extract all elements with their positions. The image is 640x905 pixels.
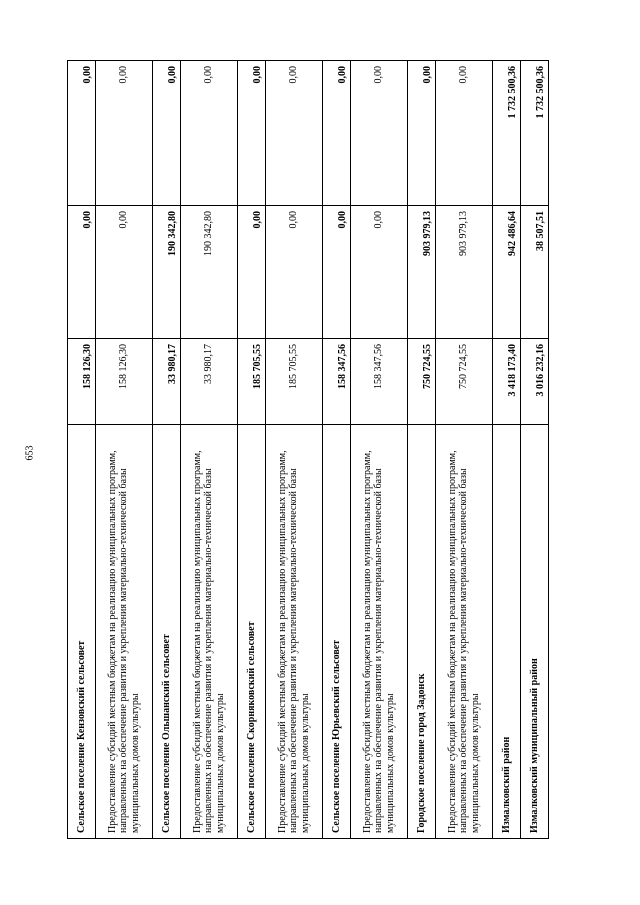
table-row-detail (436, 61, 493, 839)
amount-cell-2: 903 979,13 (408, 206, 436, 339)
table-row-section (238, 61, 266, 839)
row-name-cell: Сельское поселение Ольшанский сельсовет (153, 425, 181, 839)
row-name-cell: Предоставление субсидий местным бюджетам на реализацию муниципальных программ, направленных на обеспечение развития и укрепления материально-технической базы муниципальных домов культуры (266, 425, 323, 839)
amount-cell-3: 0,00 (408, 61, 436, 206)
amount-cell-1: 3 016 232,16 (521, 339, 549, 425)
amount-cell-1: 158 126,30 (96, 339, 153, 425)
amount-cell-3: 0,00 (238, 61, 266, 206)
row-name-cell: Сельское поселение Юрьевский сельсовет (323, 425, 351, 839)
amount-cell-3: 0,00 (96, 61, 153, 206)
table-row-section (68, 61, 96, 839)
amount-cell-3: 0,00 (153, 61, 181, 206)
table-row-section (323, 61, 351, 839)
amount-cell-2: 0,00 (238, 206, 266, 339)
row-name-cell: Сельское поселение Кензовский сельсовет (68, 425, 96, 839)
amount-cell-3: 0,00 (436, 61, 493, 206)
amount-cell-3: 0,00 (323, 61, 351, 206)
row-name-cell: Сельское поселение Скорняковский сельсовет (238, 425, 266, 839)
table-row-section (153, 61, 181, 839)
amount-cell-3: 0,00 (351, 61, 408, 206)
row-name-cell: Предоставление субсидий местным бюджетам на реализацию муниципальных программ, направленных на обеспечение развития и укрепления материально-технической базы муниципальных домов культуры (96, 425, 153, 839)
row-name-cell: Измалковский район (493, 425, 521, 839)
amount-cell-1: 158 347,56 (323, 339, 351, 425)
amount-cell-2: 190 342,80 (181, 206, 238, 339)
amount-cell-3: 0,00 (266, 61, 323, 206)
amount-cell-3: 0,00 (68, 61, 96, 206)
amount-cell-2: 0,00 (68, 206, 96, 339)
row-name-cell: Предоставление субсидий местным бюджетам на реализацию муниципальных программ, направленных на обеспечение развития и укрепления материально-технической базы муниципальных домов культуры (436, 425, 493, 839)
amount-cell-2: 903 979,13 (436, 206, 493, 339)
amount-cell-2: 0,00 (351, 206, 408, 339)
amount-cell-3: 1 732 500,36 (521, 61, 549, 206)
amount-cell-3: 1 732 500,36 (493, 61, 521, 206)
row-name-cell: Городское поселение город Задонск (408, 425, 436, 839)
amount-cell-1: 750 724,55 (408, 339, 436, 425)
amount-cell-2: 942 486,64 (493, 206, 521, 339)
amount-cell-3: 0,00 (181, 61, 238, 206)
page-number: 653 (24, 445, 36, 461)
budget-table (67, 60, 549, 839)
amount-cell-2: 190 342,80 (153, 206, 181, 339)
table-row-section (521, 61, 549, 839)
amount-cell-1: 185 705,55 (238, 339, 266, 425)
amount-cell-1: 33 980,17 (181, 339, 238, 425)
amount-cell-2: 0,00 (266, 206, 323, 339)
amount-cell-1: 158 347,56 (351, 339, 408, 425)
amount-cell-1: 185 705,55 (266, 339, 323, 425)
budget-table-body (68, 61, 549, 839)
rotated-page-content (67, 61, 549, 839)
table-row-section (408, 61, 436, 839)
amount-cell-2: 38 507,51 (521, 206, 549, 339)
table-row-detail (96, 61, 153, 839)
row-name-cell: Измалковский муниципальный район (521, 425, 549, 839)
table-row-detail (181, 61, 238, 839)
amount-cell-2: 0,00 (96, 206, 153, 339)
amount-cell-2: 0,00 (323, 206, 351, 339)
table-row-detail (351, 61, 408, 839)
amount-cell-1: 3 418 173,40 (493, 339, 521, 425)
amount-cell-1: 750 724,55 (436, 339, 493, 425)
amount-cell-1: 33 980,17 (153, 339, 181, 425)
amount-cell-1: 158 126,30 (68, 339, 96, 425)
row-name-cell: Предоставление субсидий местным бюджетам на реализацию муниципальных программ, направленных на обеспечение развития и укрепления материально-технической базы муниципальных домов культуры (351, 425, 408, 839)
table-row-section (493, 61, 521, 839)
row-name-cell: Предоставление субсидий местным бюджетам на реализацию муниципальных программ, направленных на обеспечение развития и укрепления материально-технической базы муниципальных домов культуры (181, 425, 238, 839)
table-row-detail (266, 61, 323, 839)
